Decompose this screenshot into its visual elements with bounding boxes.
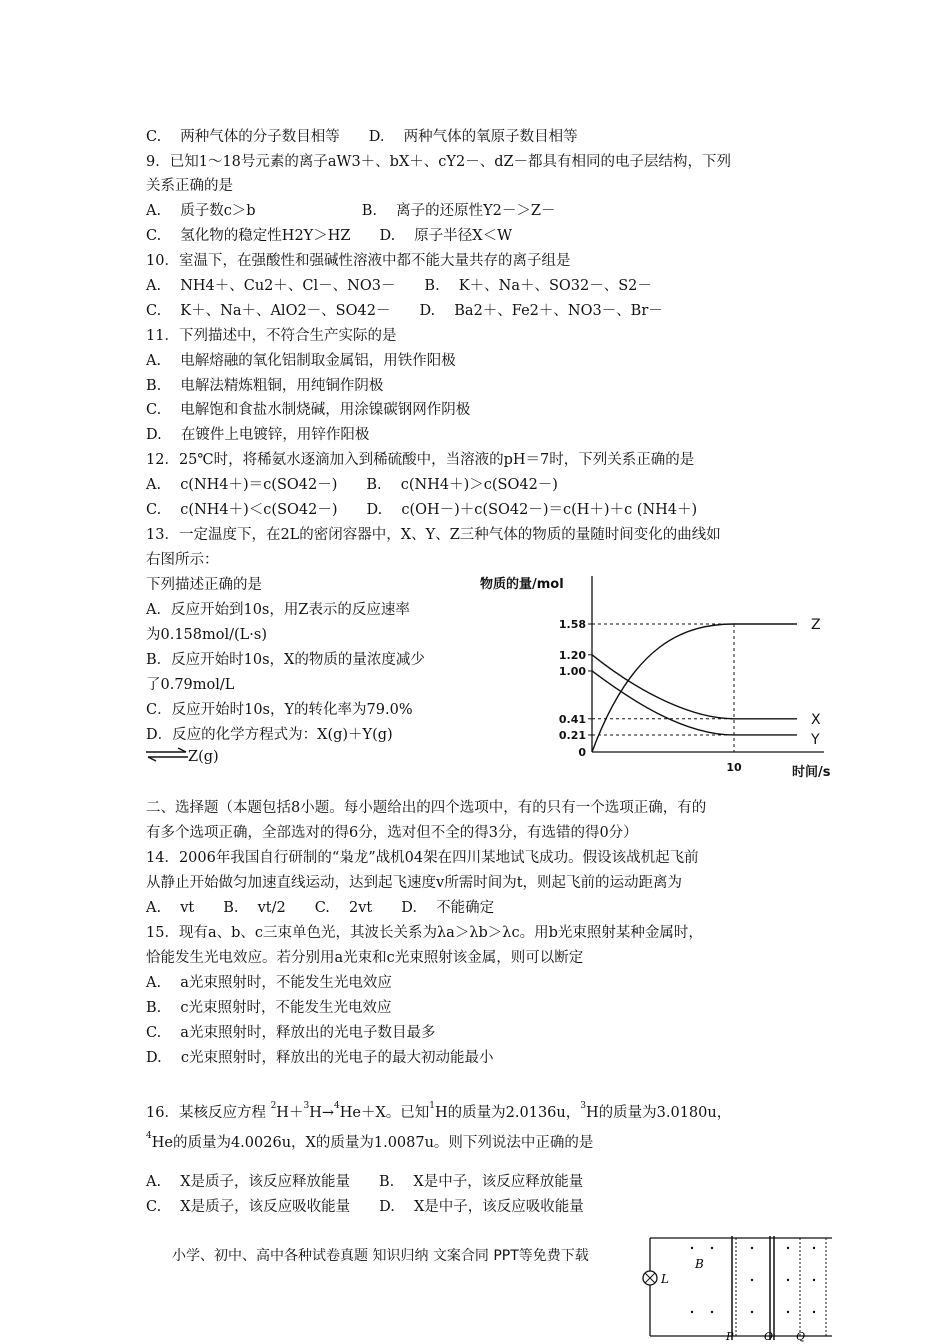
y-tick-label: 1.00 bbox=[558, 664, 586, 678]
y-tick-label: 0 bbox=[578, 746, 586, 759]
section-2-header-cont: 有多个选项正确，全部选对的得6分，选对但不全的得3分，有选错的得0分） bbox=[146, 825, 638, 841]
q16-options-cd: C. X是质子，该反应吸收能量 D. X是中子，该反应吸收能量 bbox=[146, 1199, 584, 1215]
q10-options-cd: C. K＋、Na＋、AlO2－、SO42－ D. Ba2＋、Fe2＋、NO3－、Br－ bbox=[146, 303, 663, 319]
q15-option-d: D. c光束照射时，释放出的光电子的最大初动能最小 bbox=[146, 1050, 494, 1066]
q13-option-c: C．反应开始时10s，Y的转化率为79.0% bbox=[146, 702, 413, 718]
q14-options: A. vt B. vt/2 C. 2vt D. 不能确定 bbox=[146, 900, 495, 916]
q15-option-a: A. a光束照射时，不能发生光电效应 bbox=[146, 975, 392, 991]
q15-stem-cont: 恰能发生光电效应。若分别用a光束和c光束照射该金属，则可以断定 bbox=[146, 950, 584, 966]
q11-option-c: C. 电解饱和食盐水制烧碱，用涂镍碳钢网作阴极 bbox=[146, 402, 471, 418]
q15-stem: 15．现有a、b、c三束单色光，其波长关系为λa＞λb＞λc。用b光束照射某种金属时， bbox=[146, 925, 703, 941]
q9-stem-cont: 关系正确的是 bbox=[146, 178, 233, 194]
q10-stem: 10．室温下，在强酸性和强碱性溶液中都不能大量共存的离子组是 bbox=[146, 253, 571, 269]
series-label-x: X bbox=[811, 711, 821, 728]
q15-option-c: C. a光束照射时，释放出的光电子数目最多 bbox=[146, 1025, 436, 1041]
series-label-y: Y bbox=[811, 731, 820, 748]
q11-option-b: B. 电解法精炼粗铜，用纯铜作阴极 bbox=[146, 378, 384, 394]
q13-chart bbox=[474, 566, 844, 781]
series-line-y bbox=[592, 671, 797, 735]
q15-option-b: B. c光束照射时，不能发生光电效应 bbox=[146, 1000, 392, 1016]
q13-option-b-cont: 了0.79mol/L bbox=[146, 677, 235, 693]
q11-stem: 11．下列描述中，不符合生产实际的是 bbox=[146, 328, 397, 344]
equilibrium-arrow-icon bbox=[144, 747, 190, 763]
q14-stem-cont: 从静止开始做匀加速直线运动，达到起飞速度v所需时间为t，则起飞前的运动距离为 bbox=[146, 875, 683, 891]
y-tick-label: 1.20 bbox=[558, 648, 586, 662]
q13-option-d-cont: Z(g) bbox=[188, 749, 219, 765]
q9-options-ab: A. 质子数c＞b B. 离子的还原性Y2－＞Z－ bbox=[146, 203, 556, 219]
q9-options-cd: C. 氢化物的稳定性H2Y＞HZ D. 原子半径X＜W bbox=[146, 228, 513, 244]
q13-option-d: D．反应的化学方程式为：X(g)＋Y(g) bbox=[146, 727, 393, 743]
q12-options-cd: C. c(NH4＋)＜c(SO42－) D. c(OH－)＋c(SO42－)＝c(H＋)＋c (NH4＋) bbox=[146, 502, 698, 518]
q11-option-d: D. 在镀件上电镀锌，用锌作阳极 bbox=[146, 427, 370, 443]
label-b: B bbox=[695, 1257, 704, 1271]
q16-options-ab: A. X是质子，该反应释放能量 B. X是中子，该反应释放能量 bbox=[146, 1174, 584, 1190]
x-tick-label: 10 bbox=[726, 761, 742, 774]
q14-stem: 14．2006年我国自行研制的“枭龙”战机04架在四川某地试飞成功。假设该战机起飞前 bbox=[146, 850, 699, 866]
q9-stem: 9．已知1～18号元素的离子aW3＋、bX＋、cY2－、dZ－都具有相同的电子层结构，下列 bbox=[146, 154, 732, 170]
series-line-x bbox=[592, 655, 797, 719]
label-p: P bbox=[726, 1330, 734, 1342]
q16-stem-cont: $^4$He的质量为4.0026u，X的质量为1.0087u。则下列说法中正确的是 bbox=[146, 1131, 594, 1151]
series-line-z bbox=[592, 624, 797, 752]
q8-options-cd: C. 两种气体的分子数目相等 D. 两种气体的氧原子数目相等 bbox=[146, 129, 578, 145]
q13-option-a-cont: 为0.158mol/(L·s) bbox=[146, 627, 268, 643]
circuit-diagram bbox=[640, 1236, 835, 1342]
label-l: L bbox=[661, 1272, 669, 1286]
page-footer: 小学、初中、高中各种试卷真题 知识归纳 文案合同 PPT等免费下载 bbox=[172, 1248, 589, 1264]
label-o: O bbox=[764, 1330, 774, 1342]
y-tick-label: 1.58 bbox=[558, 618, 586, 631]
q11-option-a: A. 电解熔融的氧化铝制取金属铝，用铁作阳极 bbox=[146, 353, 456, 369]
q13-stem-cont: 右图所示： bbox=[146, 552, 219, 568]
series-label-z: Z bbox=[811, 617, 821, 633]
q12-options-ab: A. c(NH4＋)＝c(SO42－) B. c(NH4＋)＞c(SO42－) bbox=[146, 477, 558, 493]
chart-ylabel: 物质的量/mol bbox=[480, 577, 564, 592]
q12-stem: 12．25℃时，将稀氨水逐滴加入到稀硫酸中，当溶液的pH＝7时，下列关系正确的是 bbox=[146, 452, 695, 468]
y-tick-label: 0.21 bbox=[558, 728, 586, 742]
q13-stem: 13．一定温度下，在2L的密闭容器中，X、Y、Z三种气体的物质的量随时间变化的曲线如 bbox=[146, 527, 721, 543]
section-2-header: 二、选择题（本题包括8小题。每小题给出的四个选项中，有的只有一个选项正确，有的 bbox=[146, 800, 707, 816]
q16-stem: 16．某核反应方程 $^2$H＋$^3$H→$^4$He＋X。已知$^1$H的质量为2.0136u，$^3$H的质量为3.0180u， bbox=[146, 1101, 732, 1121]
chart-xlabel: 时间/s bbox=[792, 765, 831, 780]
label-q: Q bbox=[796, 1330, 806, 1342]
y-tick-label: 0.41 bbox=[558, 712, 586, 726]
q13-option-b: B．反应开始时10s，X的物质的量浓度减少 bbox=[146, 652, 425, 668]
q13-prompt: 下列描述正确的是 bbox=[146, 577, 262, 593]
q13-option-a: A．反应开始到10s，用Z表示的反应速率 bbox=[146, 602, 410, 618]
q10-options-ab: A. NH4＋、Cu2＋、Cl－、NO3－ B. K＋、Na＋、SO32－、S2－ bbox=[146, 278, 652, 294]
